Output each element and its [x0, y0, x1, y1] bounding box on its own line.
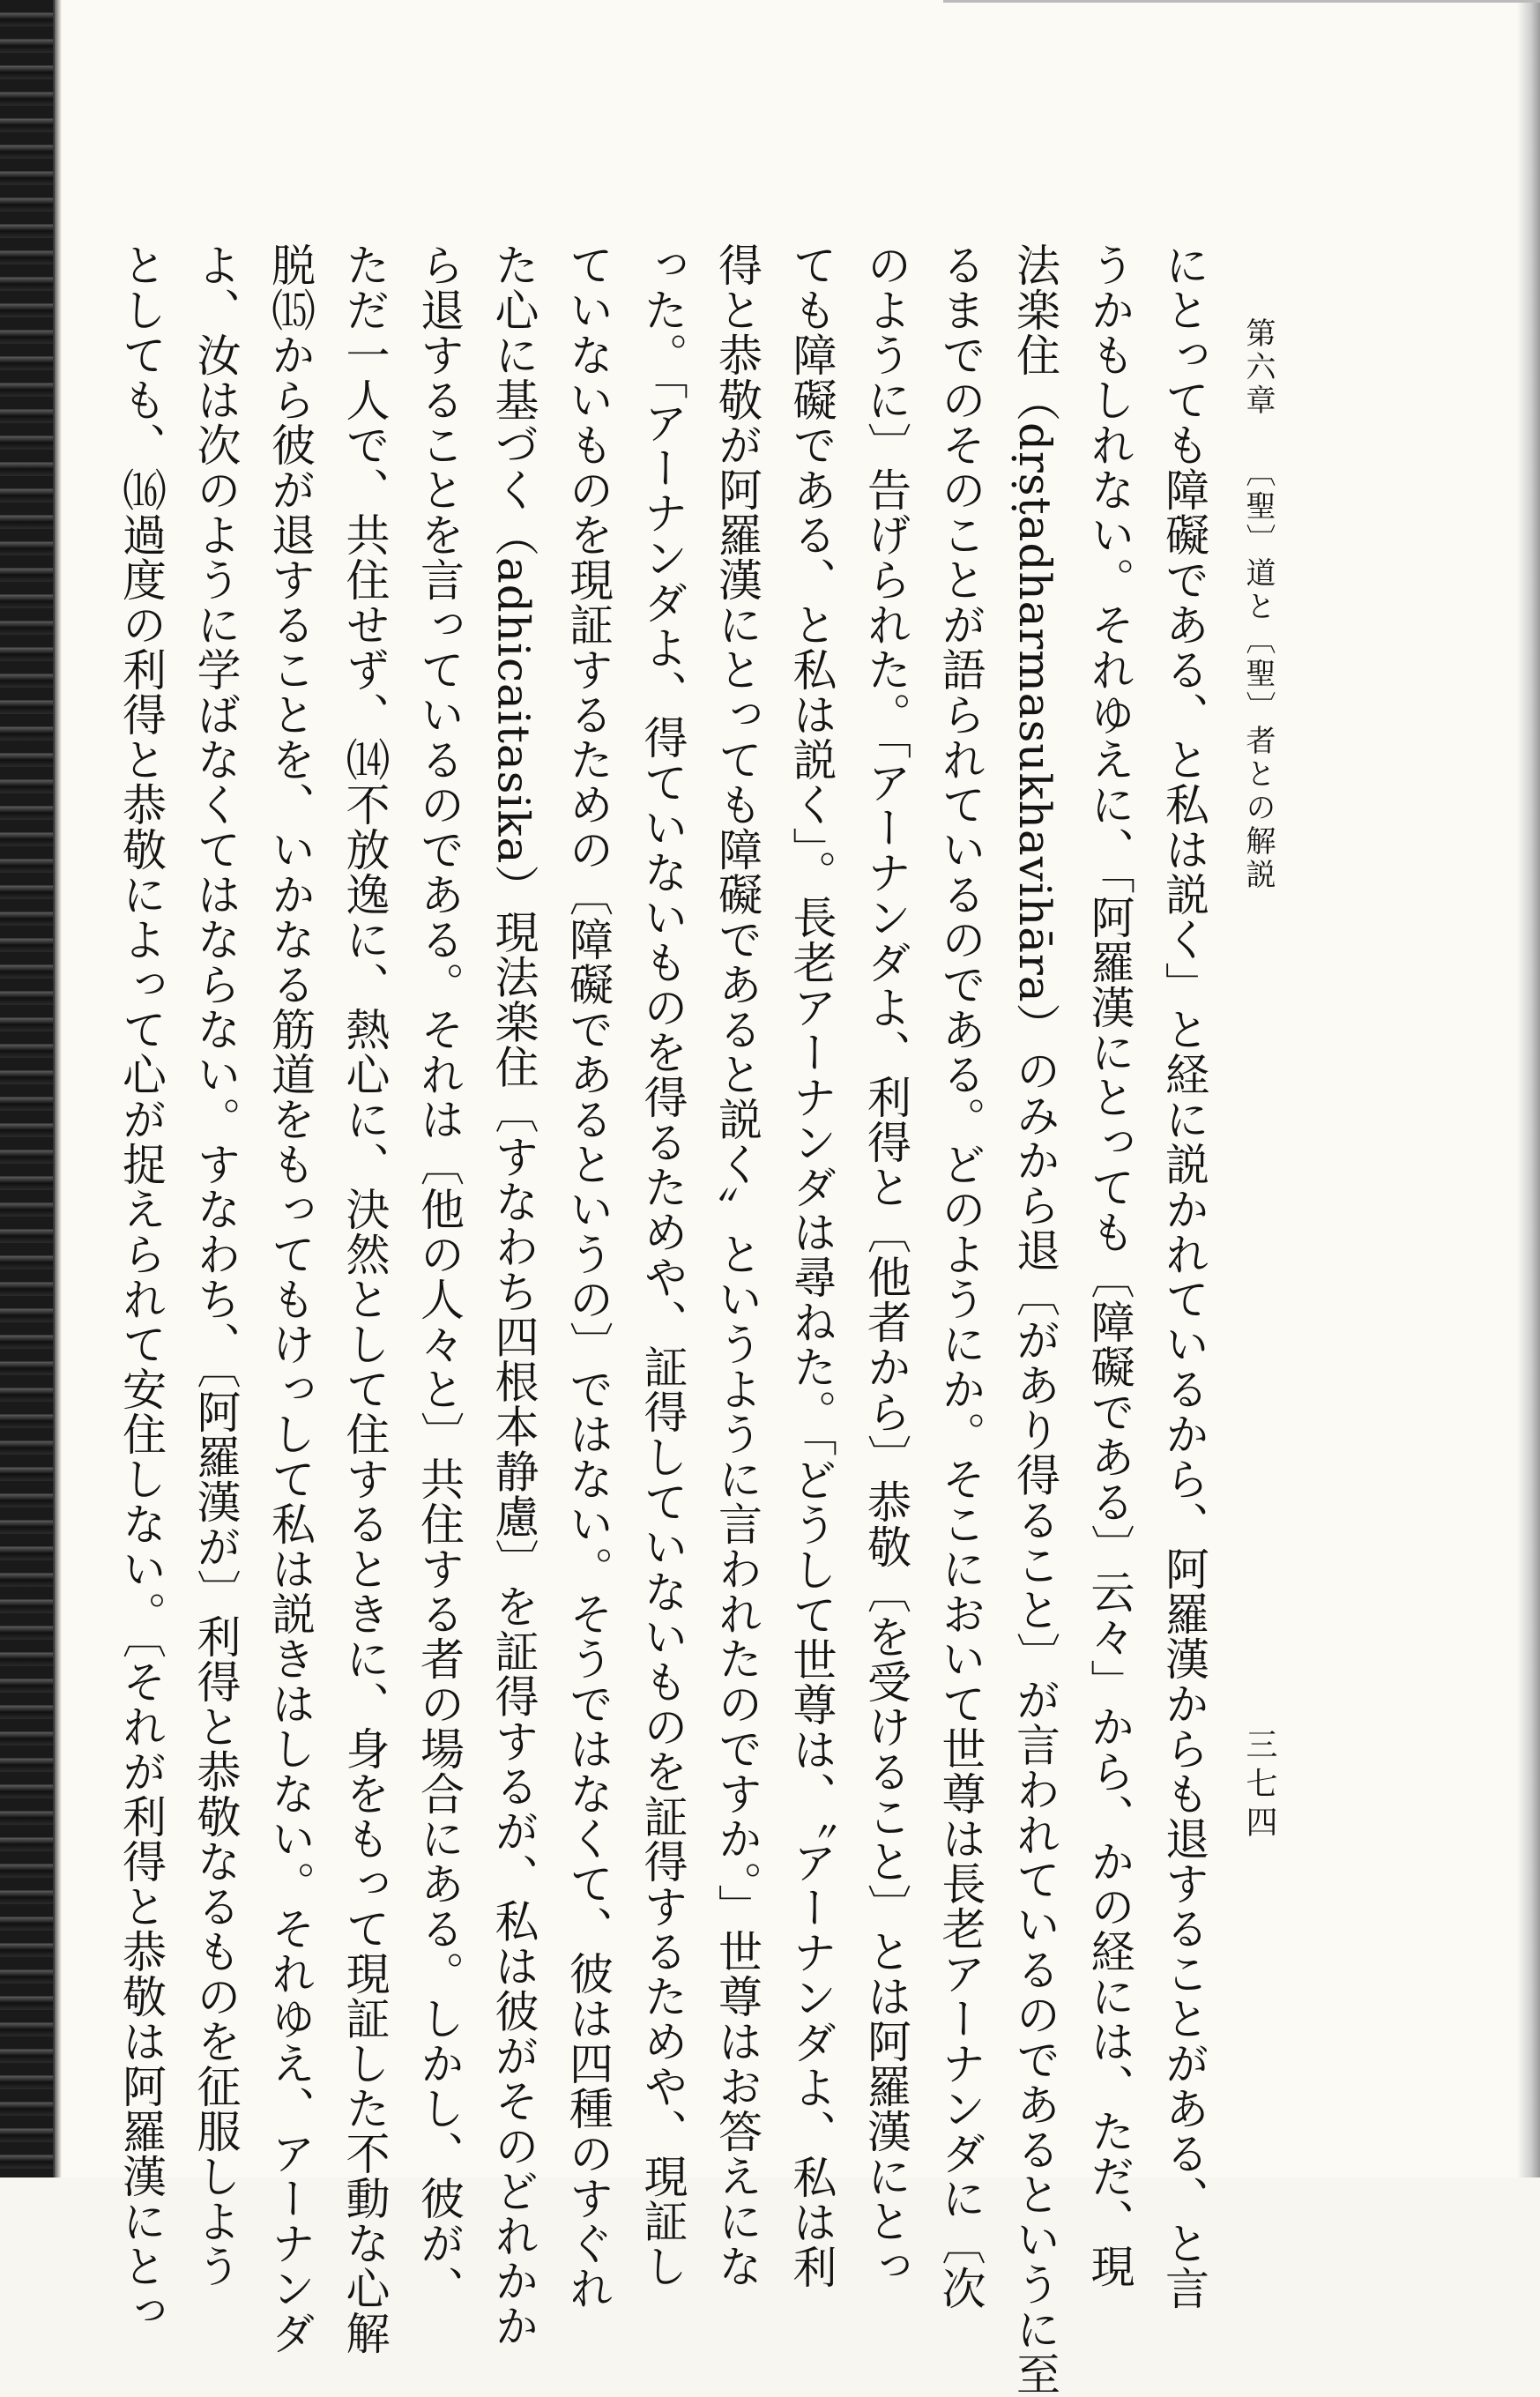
binding-shadow	[53, 0, 62, 2177]
text-column: った。「アーナンダよ、得ていないものを得るためや、証得していないものを証得するためや、現証し	[636, 242, 688, 2289]
text-column: ら退することを言っているのである。それは〔他の人々と〕共住する者の場合にある。しかし、彼が、	[413, 242, 465, 2311]
text-column: 法楽住（dṛṣṭadharmasukhavihāra）のみから退〔があり得ること〕が言われているのであるというに至	[1009, 242, 1060, 2397]
text-column: 得と恭敬が阿羅漢にとっても障礙であると説く〟というように言われたのですか。」世尊はお答えにな	[711, 242, 763, 2289]
text-column: た心に基づく（adhicaitasika）現法楽住〔すなわち四根本静慮〕を証得するが、私は彼がそのどれかか	[487, 242, 539, 2349]
text-column: うかもしれない。それゆえに、「阿羅漢にとっても〔障礙である〕云々」から、かの経には、ただ、現	[1083, 242, 1135, 2289]
text-column: るまでのそのことが語られているのである。どのようにか。そこにおいて世尊は長老アーナンダに〔次	[934, 242, 986, 2311]
text-column: ても障礙である、と私は説く」。長老アーナンダは尋ねた。「どうして世尊は、〝アーナンダよ、私は利	[785, 242, 837, 2289]
text-column: としても、⒃過度の利得と恭敬によって心が捉えられて安住しない。〔それが利得と恭敬は阿羅漢にとっ	[115, 242, 167, 2334]
body-text	[115, 242, 1221, 2397]
text-column: ただ一人で、共住せず、⒁不放逸に、熱心に、決然として住するときに、身をもって現証した不動な心解	[339, 242, 391, 2356]
binding-edge	[0, 0, 55, 2177]
page-right-edge	[1517, 0, 1540, 2177]
page-top-edge	[943, 0, 1540, 3]
text-column: ていないものを現証するための〔障礙であるというの〕ではない。そうではなくて、彼は四種のすぐれ	[562, 242, 614, 2311]
running-head: 第六章 〔聖〕道と〔聖〕者との解説	[1240, 317, 1276, 892]
text-column: にとっても障礙である、と私は説く」と経に説かれているから、阿羅漢からも退することがある、と言	[1158, 242, 1209, 2311]
text-column: のように〕告げられた。「アーナンダよ、利得と〔他者から〕恭敬〔を受けること〕とは阿羅漢にとっ	[860, 242, 911, 2289]
text-column: よ、汝は次のように学ばなくてはならない。すなわち、〔阿羅漢が〕利得と恭敬なるものを征服しよう	[190, 242, 242, 2289]
page-number: 三七四	[1241, 1728, 1277, 1844]
text-column: 脱⒂から彼が退することを、いかなる筋道をもってもけっして私は説きはしない。それゆえ、アーナンダ	[264, 242, 316, 2356]
